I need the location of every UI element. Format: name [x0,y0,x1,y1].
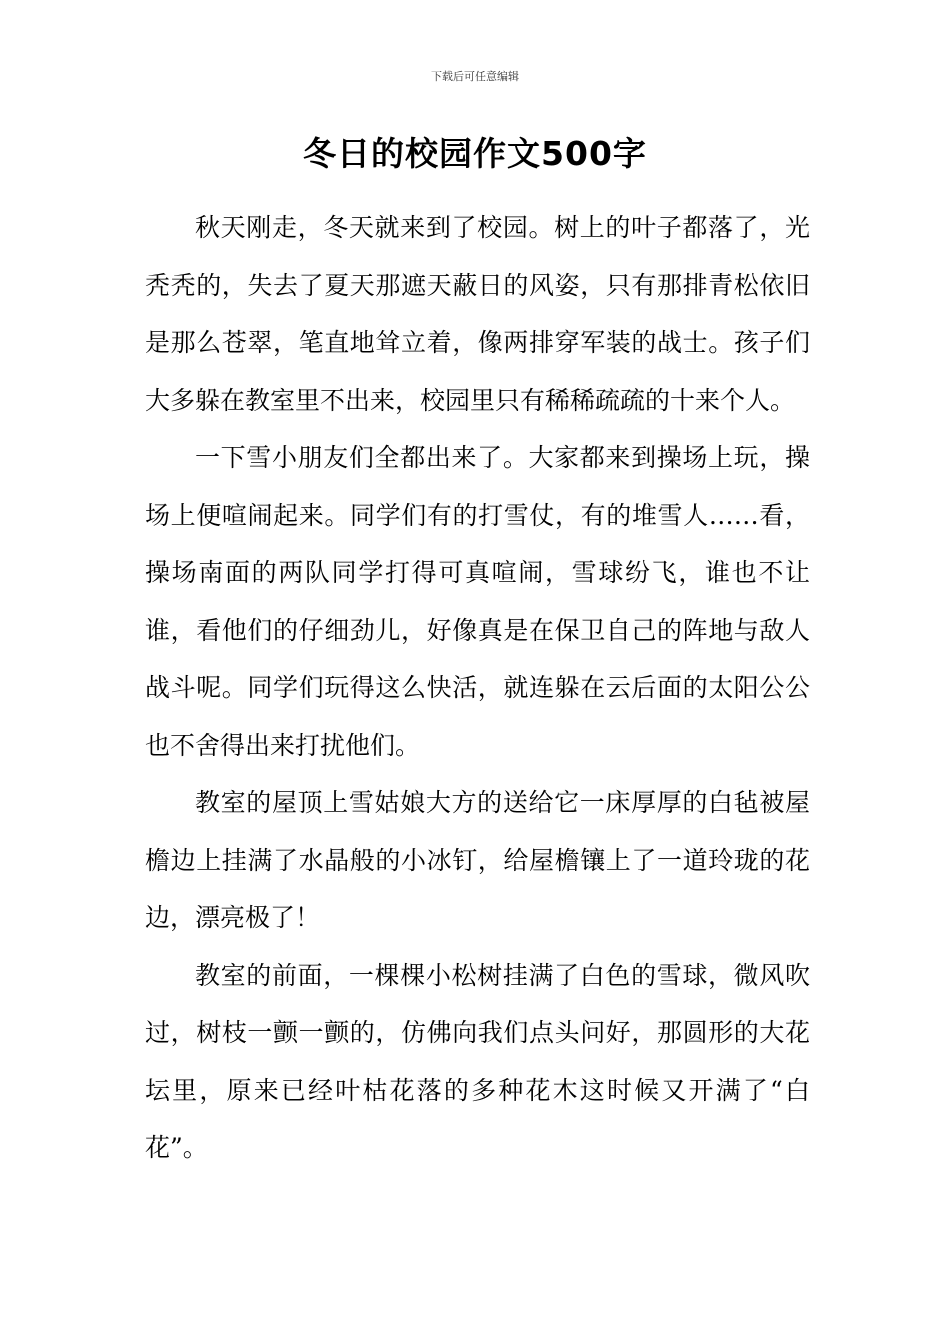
header-note: 下载后可任意编辑 [431,70,519,83]
paragraph-3: 教室的屋顶上雪姑娘大方的送给它一床厚厚的白毡被屋檐边上挂满了水晶般的小冰钉，给屋檐镶上了一道玲珑的花边，漂亮极了！ [145,788,810,932]
document-body [145,199,810,1177]
document-title: 冬日的校园作文500字 [303,134,647,173]
paragraph-2: 一下雪小朋友们全都出来了。大家都来到操场上玩，操场上便喧闹起来。同学们有的打雪仗，有的堆雪人……看，操场南面的两队同学打得可真喧闹，雪球纷飞，谁也不让谁，看他们的仔细劲儿，好像真是在保卫自己的阵地与敌人战斗呢。同学们玩得这么快活，就连躲在云后面的太阳公公也不舍得出来打扰他们。 [145,443,810,760]
paragraph-1: 秋天刚走，冬天就来到了校园。树上的叶子都落了，光秃秃的，失去了夏天那遮天蔽日的风姿，只有那排青松依旧是那么苍翠，笔直地耸立着，像两排穿军装的战士。孩子们大多躲在教室里不出来，校园里只有稀稀疏疏的十来个人。 [145,213,810,415]
paragraph-4: 教室的前面，一棵棵小松树挂满了白色的雪球，微风吹过，树枝一颤一颤的，仿佛向我们点头问好，那圆形的大花坛里，原来已经叶枯花落的多种花木这时候又开满了“白花”。 [145,960,810,1162]
